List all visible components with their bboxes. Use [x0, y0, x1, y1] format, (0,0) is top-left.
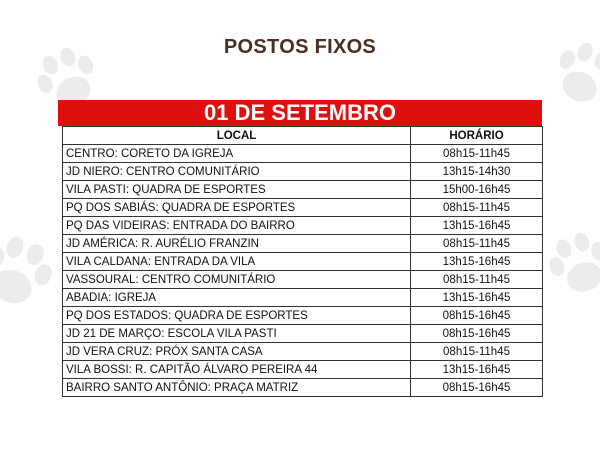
- time-cell: 13h15-16h45: [411, 253, 543, 271]
- location-cell: JD AMÉRICA: R. AURÉLIO FRANZIN: [63, 235, 411, 253]
- page-title: POSTOS FIXOS: [223, 36, 377, 58]
- time-cell: 08h15-11h45: [411, 271, 543, 289]
- time-cell: 08h15-11h45: [411, 343, 543, 361]
- location-cell: VILA BOSSI: R. CAPITÃO ÁLVARO PEREIRA 44: [63, 361, 411, 379]
- date-banner: 01 DE SETEMBRO: [58, 100, 542, 126]
- time-cell: 08h15-11h45: [411, 235, 543, 253]
- table-row: [63, 181, 543, 199]
- location-cell: VILA PASTI: QUADRA DE ESPORTES: [63, 181, 411, 199]
- location-cell: PQ DAS VIDEIRAS: ENTRADA DO BAIRRO: [63, 217, 411, 235]
- paw-print-icon: [0, 228, 62, 318]
- time-cell: 08h15-11h45: [411, 145, 543, 163]
- table-row: [63, 145, 543, 163]
- time-cell: 15h00-16h45: [411, 181, 543, 199]
- table-row: [63, 199, 543, 217]
- time-cell: 08h15-16h45: [411, 325, 543, 343]
- column-header-horario: HORÁRIO: [411, 127, 543, 145]
- table-row: [63, 271, 543, 289]
- location-cell: JD NIERO: CENTRO COMUNITÁRIO: [63, 163, 411, 181]
- location-cell: VASSOURAL: CENTRO COMUNITÁRIO: [63, 271, 411, 289]
- location-cell: ABADIA: IGREJA: [63, 289, 411, 307]
- time-cell: 13h15-16h45: [411, 217, 543, 235]
- location-cell: JD VERA CRUZ: PRÓX SANTA CASA: [63, 343, 411, 361]
- time-cell: 08h15-11h45: [411, 199, 543, 217]
- table-row: [63, 361, 543, 379]
- location-cell: JD 21 DE MARÇO: ESCOLA VILA PASTI: [63, 325, 411, 343]
- table-row: [63, 325, 543, 343]
- time-cell: 08h15-16h45: [411, 307, 543, 325]
- location-cell: CENTRO: CORETO DA IGREJA: [63, 145, 411, 163]
- schedule-table: [62, 126, 543, 397]
- location-cell: PQ DOS ESTADOS: QUADRA DE ESPORTES: [63, 307, 411, 325]
- table-row: [63, 307, 543, 325]
- table-row: [63, 379, 543, 397]
- table-row: [63, 343, 543, 361]
- table-row: [63, 253, 543, 271]
- column-header-local: LOCAL: [63, 127, 411, 145]
- time-cell: 13h15-14h30: [411, 163, 543, 181]
- table-row: [63, 289, 543, 307]
- time-cell: 08h15-16h45: [411, 379, 543, 397]
- location-cell: BAIRRO SANTO ANTÔNIO: PRAÇA MATRIZ: [63, 379, 411, 397]
- table-row: [63, 163, 543, 181]
- time-cell: 13h15-16h45: [411, 361, 543, 379]
- location-cell: VILA CALDANA: ENTRADA DA VILA: [63, 253, 411, 271]
- table-row: [63, 217, 543, 235]
- paw-print-icon: [540, 225, 600, 305]
- table-row: [63, 235, 543, 253]
- location-cell: PQ DOS SABIÁS: QUADRA DE ESPORTES: [63, 199, 411, 217]
- table-header-row: [63, 127, 543, 145]
- time-cell: 13h15-16h45: [411, 289, 543, 307]
